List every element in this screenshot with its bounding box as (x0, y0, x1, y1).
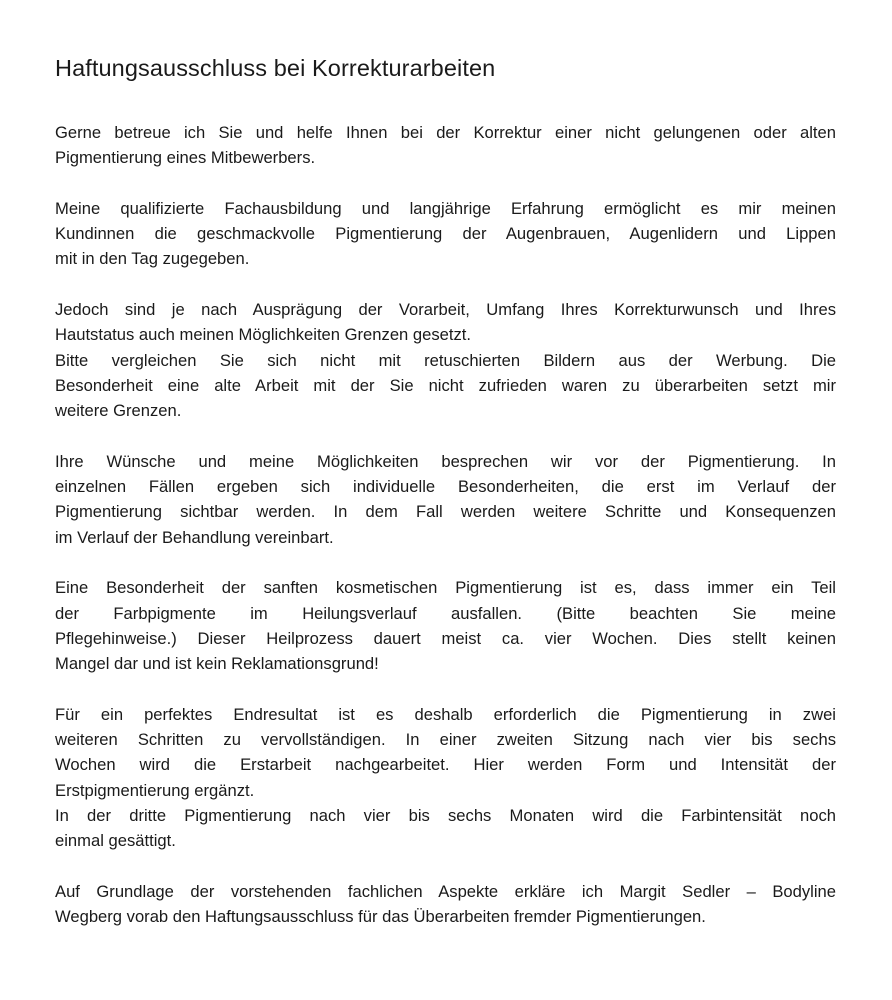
paragraph-healing (55, 575, 836, 676)
text-line: der Farbpigmente im Heilungsverlauf ausfallen. (Bitte beachten Sie meine (55, 603, 836, 623)
text-line: Pigmentierung sichtbar werden. In dem Fall werden weitere Schritte und Konsequenzen (55, 502, 836, 522)
text-line: Kundinnen die geschmackvolle Pigmentierung der Augenbrauen, Augenlidern und Lippen (55, 224, 836, 244)
text-line: Mangel dar und ist kein Reklamationsgrund! (55, 654, 379, 674)
text-line: weiteren Schritten zu vervollständigen. In einer zweiten Sitzung nach vier bis sechs (55, 730, 836, 750)
paragraph-follow-up (55, 702, 836, 854)
text-line: Erstpigmentierung ergänzt. (55, 780, 255, 800)
text-line: einmal gesättigt. (55, 831, 176, 851)
text-line: Pflegehinweise.) Dieser Heilprozess dauert meist ca. vier Wochen. Dies stellt keinen (55, 628, 836, 648)
text-line: Bitte vergleichen Sie sich nicht mit retuschierten Bildern aus der Werbung. Die (55, 350, 836, 370)
text-line: weitere Grenzen. (55, 401, 182, 421)
text-line: Ihre Wünsche und meine Möglichkeiten besprechen wir vor der Pigmentierung. In (55, 451, 836, 471)
text-line: Pigmentierung eines Mitbewerbers. (55, 148, 316, 168)
text-line: einzelnen Fällen ergeben sich individuelle Besonderheiten, die erst im Verlauf der (55, 477, 836, 497)
text-line: Eine Besonderheit der sanften kosmetischen Pigmentierung ist es, dass immer ein Teil (55, 578, 836, 598)
text-line: In der dritte Pigmentierung nach vier bis sechs Monaten wird die Farbintensität noch (55, 806, 836, 826)
text-line: Meine qualifizierte Fachausbildung und langjährige Erfahrung ermöglicht es mir meinen (55, 198, 836, 218)
text-line: Wochen wird die Erstarbeit nachgearbeitet. Hier werden Form und Intensität der (55, 755, 836, 775)
paragraph-qualification (55, 196, 836, 272)
text-line: Wegberg vorab den Haftungsausschluss für das Überarbeiten fremder Pigmentierungen. (55, 907, 706, 927)
text-line: Für ein perfektes Endresultat ist es deshalb erforderlich die Pigmentierung in zwei (55, 704, 836, 724)
text-line: Jedoch sind je nach Ausprägung der Vorarbeit, Umfang Ihres Korrekturwunsch und Ihres (55, 300, 836, 320)
text-line: Auf Grundlage der vorstehenden fachlichen Aspekte erkläre ich Margit Sedler – Bodyline (55, 881, 836, 901)
document-title: Haftungsausschluss bei Korrekturarbeiten (55, 55, 496, 81)
text-line: im Verlauf der Behandlung vereinbart. (55, 527, 334, 547)
paragraph-disclaimer (55, 879, 836, 930)
text-line: Gerne betreue ich Sie und helfe Ihnen bei der Korrektur einer nicht gelungenen oder alten (55, 123, 836, 142)
text-line: mit in den Tag zugegeben. (55, 249, 250, 269)
paragraph-intro (55, 120, 836, 171)
text-line: Besonderheit eine alte Arbeit mit der Sie nicht zufrieden waren zu überarbeiten setzt mir (55, 375, 836, 395)
paragraph-limits (55, 297, 836, 423)
paragraph-consultation (55, 449, 836, 550)
text-line: Hautstatus auch meinen Möglichkeiten Grenzen gesetzt. (55, 325, 471, 345)
